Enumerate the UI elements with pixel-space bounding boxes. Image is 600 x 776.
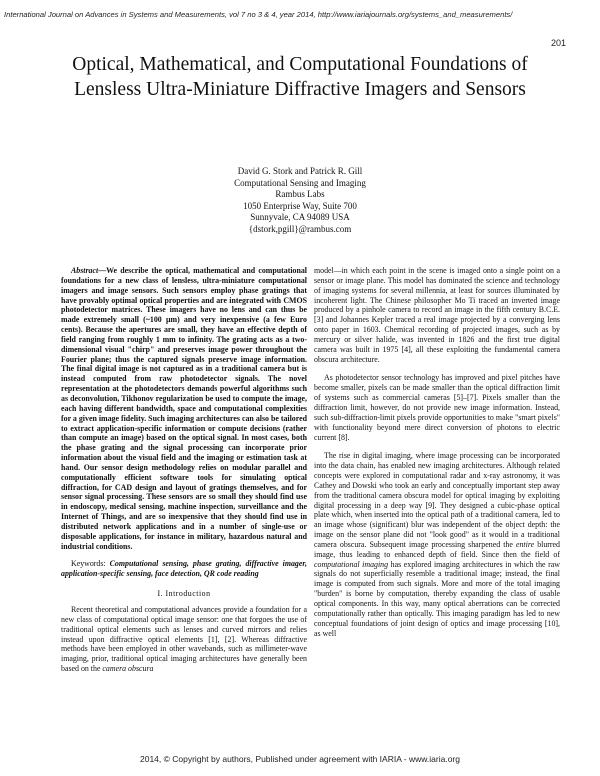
author-email: {dstork,pgill}@rambus.com [248, 223, 352, 234]
page-number: 201 [550, 38, 566, 48]
abstract [61, 266, 307, 551]
intro-paragraph: Recent theoretical and computational advances provide a foundation for a new class of computational optical image sensor: one that forgoes the use of traditional optical elements such as lenses and curved mirrors and relies instead upon diffractive optical elements [1], [2]. Whereas diffractive methods have been employed in other wavebands, such as millimeter-wave imaging, prior, traditional optical imaging architectures have generally been based on the camera obscura [61, 605, 307, 674]
abstract-text: —We describe the optical, mathematical and computational foundations for a new class of lensless, ultra-miniature computational imagers and image sensors. Such sensors employ phase gratings that have provably optimal optical properties and are integrated with CMOS photodetector matrices. These imagers have no lens and can thus be made extremely small (~100 µm) and very inexpensive (a few Euro cents). Because the apertures are small, they have an effective depth of field ranging from roughly 1 mm to infinity. The grating acts as a two-dimensional visual "chirp" and preserves image power throughout the Fourier plane; thus the captured signals preserve image information. The final digital image is not captured as in a traditional camera but is instead computed from raw photodetector signals. The novel representation at the photodetectors demands powerful algorithms such as deconvolution, Tikhonov regularization be used to compute the image, each having different bandwidth, space and computational complexities for a given image fidelity. Such imaging architectures can also be tailored to extract application-specific information or compute decisions (rather than compute an image) based on the optical signal. In most cases, both the phase grating and the signal processing can incorporate prior information about the visual field and the imaging or estimation task at hand. Our sensor design methodology relies on modular parallel and computationally efficient software tools for simulating optical diffraction, for CAD design and layout of gratings themselves, and for sensor signal processing. These sensors are so small they should find use in endoscopy, medical sensing, machine inspection, surveillance and the Internet of Things, and are so inexpensive that they should find use in distributed network applications and in a number of single-use or disposable applications, for instance in military, hazardous natural and industrial conditions. [61, 266, 307, 551]
keywords-label: Keywords: [71, 559, 110, 569]
copyright-footer: 2014, © Copyright by authors, Published under agreement with IARIA - www.iaria.org [140, 754, 460, 764]
author-street: 1050 Enterprise Way, Suite 700 [243, 200, 357, 211]
keywords-text: Computational sensing, phase grating, diffractive imager, application-specific sensing, face detection, QR code reading [61, 559, 307, 579]
author-block [150, 166, 450, 236]
paragraph-photodetector: As photodetector sensor technology has improved and pixel pitches have become smaller, pixels can be made smaller than the optical diffraction limit of systems such as commercial cameras [5]–[7]. Pixels smaller than the diffraction limit, however, do not provide new image information. Instead, such sub-diffraction-limit pixels provide opportunities to make "smart pixels" with functionality beyond mere direct conversion of photons to electric current [8]. [314, 373, 560, 442]
right-column [314, 266, 560, 638]
author-dept: Computational Sensing and Imaging [234, 177, 366, 188]
paragraph-camera-obscura: model—in which each point in the scene is imaged onto a single point on a sensor or image plane. This model has dominated the science and technology of imaging systems for several millennia, at least for sources illuminated by incoherent light. The Chinese philosopher Mo Ti traced an inverted image produced by a pinhole camera to record an image in the fifth century B.C.E. [3] and Johannes Kepler traced a real image projected by a converging lens onto paper in 1603. Chemical recording of projected images, such as by mercury or silver halide, was invented in 1826 and the first true digital camera was built in 1975 [4], all these exploiting the fundamental camera obscura architecture. [314, 266, 560, 364]
keywords [61, 559, 307, 579]
section-heading-introduction: I. Introduction [157, 589, 211, 599]
journal-header: International Journal on Advances in Systems and Measurements, vol 7 no 3 & 4, year 2014, http://www.iariajournals.org/systems_and_measurements/ [4, 10, 513, 19]
paragraph-digital-imaging: The rise in digital imaging, where image processing can be incorporated into the data chain, has enabled new imaging architectures. Although related concepts were explored in computational radar and x-ray astronomy, it was Cathey and Dowski who took an early and conceptually important step away from the traditional camera obscura model for optical imaging by exploiting digital processing in a deep way [9]. They designed a cubic-phase optical plate which, when inserted into the optical path of a traditional camera, led to an image whose (significant) blur was independent of the object depth: the image on the sensor plane did not "look good" as it would in a traditional camera obscura. Subsequent image processing sharpened the entire blurred image, thus leading to enhanced depth of field. Since then the field of computational imaging has explored imaging architectures in which the raw signals do not superficially resemble a traditional image; instead, the final image is computed from such signals. More and more of the total imaging "burden" is borne by computation, thereby expanding the class of usable optical components. In this way, many optical aberrations can be corrected computationally rather than optically. This imaging paradigm has led to new conceptual foundations of joint design of optics and image processing [10], as well [314, 451, 560, 638]
author-city: Sunnyvale, CA 94089 USA [250, 212, 350, 223]
paper-title: Optical, Mathematical, and Computational Foundations of Lensless Ultra-Miniature Diffractive Imagers and Sensors [72, 54, 528, 100]
author-names: David G. Stork and Patrick R. Gill [237, 166, 363, 176]
author-org: Rambus Labs [275, 189, 325, 200]
abstract-label: Abstract [71, 266, 99, 275]
left-column [61, 266, 307, 674]
